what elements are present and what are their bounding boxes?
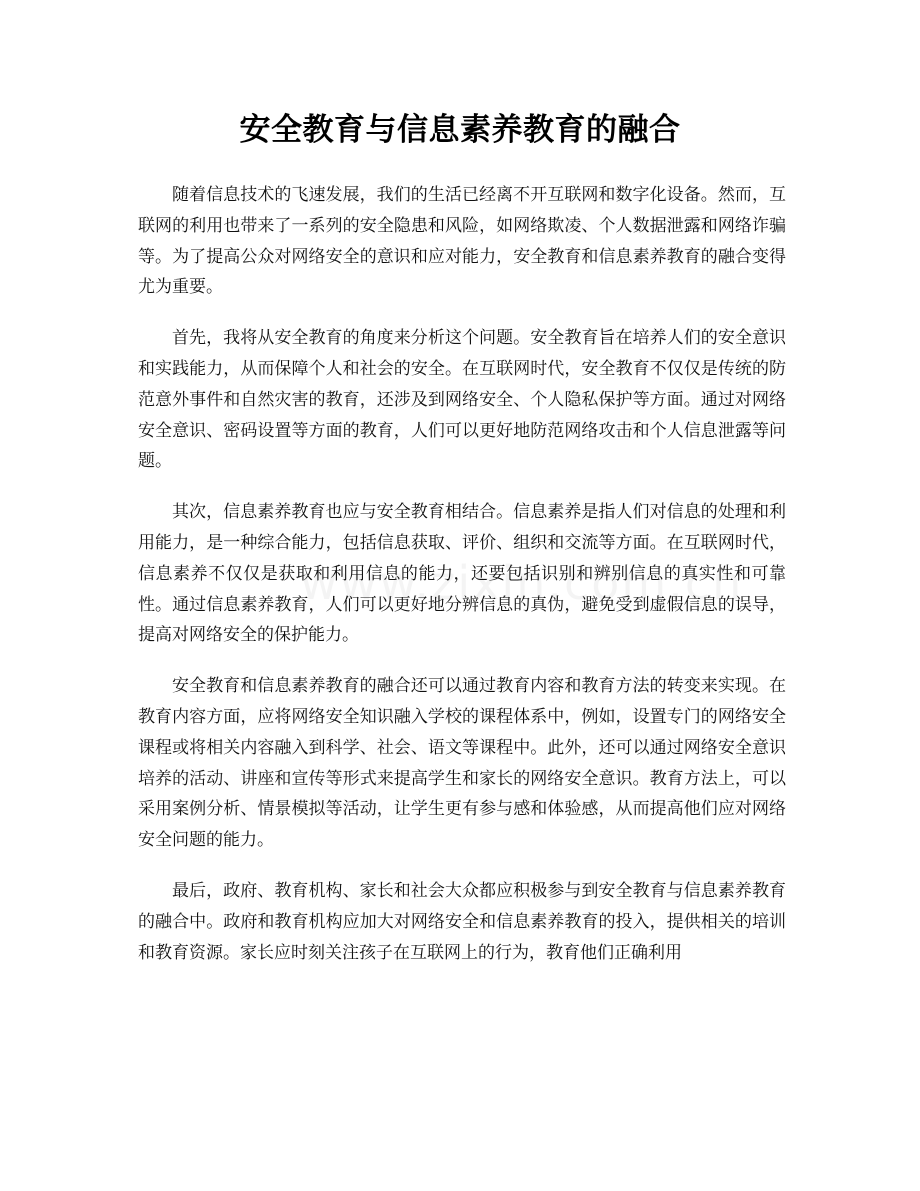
- document-body: [138, 180, 786, 988]
- document-title: 安全教育与信息素养教育的融合: [239, 112, 681, 148]
- paragraph: 首先，我将从安全教育的角度来分析这个问题。安全教育旨在培养人们的安全意识和实践能力，从而保障个人和社会的安全。在互联网时代，安全教育不仅仅是传统的防范意外事件和自然灾害的教育，还涉及到网络安全、个人隐私保护等方面。通过对网络安全意识、密码设置等方面的教育，人们可以更好地防范网络攻击和个人信息泄露等问题。: [138, 328, 786, 472]
- paragraph: 安全教育和信息素养教育的融合还可以通过教育内容和教育方法的转变来实现。在教育内容方面，应将网络安全知识融入学校的课程体系中，例如，设置专门的网络安全课程或将相关内容融入到科学、社会、语文等课程中。此外，还可以通过网络安全意识培养的活动、讲座和宣传等形式来提高学生和家长的网络安全意识。教育方法上，可以采用案例分析、情景模拟等活动，让学生更有参与感和体验感，从而提高他们应对网络安全问题的能力。: [138, 676, 786, 851]
- paragraph: 最后，政府、教育机构、家长和社会大众都应积极参与到安全教育与信息素养教育的融合中。政府和教育机构应加大对网络安全和信息素养教育的投入，提供相关的培训和教育资源。家长应时刻关注孩子在互联网上的行为，教育他们正确利用: [138, 880, 786, 963]
- paragraph: 其次，信息素养教育也应与安全教育相结合。信息素养是指人们对信息的处理和利用能力，是一种综合能力，包括信息获取、评价、组织和交流等方面。在互联网时代，信息素养不仅仅是获取和利用信息的能力，还要包括识别和辨别信息的真实性和可靠性。通过信息素养教育，人们可以更好地分辨信息的真伪，避免受到虚假信息的误导，提高对网络安全的保护能力。: [138, 502, 786, 646]
- paragraph: 随着信息技术的飞速发展，我们的生活已经离不开互联网和数字化设备。然而，互联网的利用也带来了一系列的安全隐患和风险，如网络欺凌、个人数据泄露和网络诈骗等。为了提高公众对网络安全的意识和应对能力，安全教育和信息素养教育的融合变得尤为重要。: [138, 185, 786, 298]
